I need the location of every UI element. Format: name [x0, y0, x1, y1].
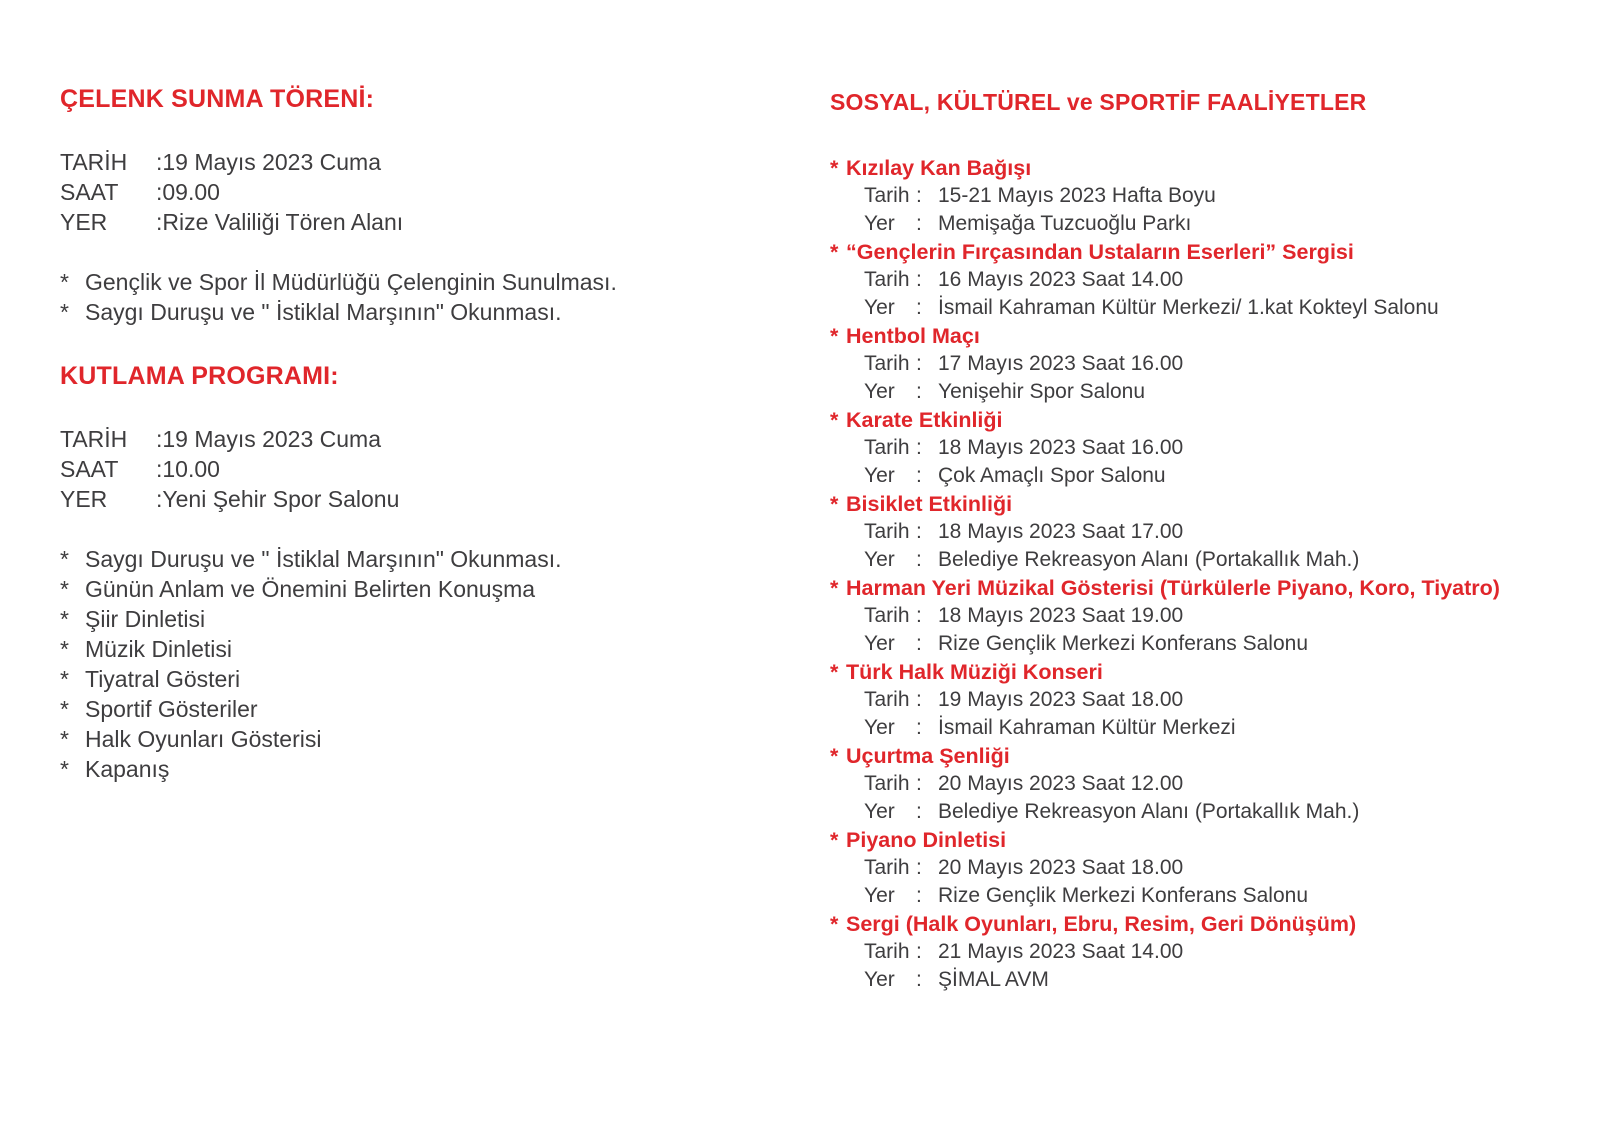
asterisk-bullet: * [60, 269, 69, 295]
asterisk-bullet: * [830, 744, 839, 768]
list-item-text: Tiyatral Gösteri [85, 666, 241, 692]
event-item [830, 826, 1590, 910]
venue-label: Yer [864, 464, 895, 487]
colon-separator: : [916, 772, 922, 795]
venue-label: Yer [864, 548, 895, 571]
asterisk-bullet: * [60, 299, 69, 325]
right-column [830, 88, 1590, 994]
event-date-row [830, 350, 1590, 378]
date-label: Tarih [864, 856, 910, 879]
date-label: Tarih [864, 772, 910, 795]
event-title [830, 826, 1590, 854]
asterisk-bullet: * [830, 828, 839, 852]
colon-separator: : [916, 464, 922, 487]
event-item [830, 658, 1590, 742]
asterisk-bullet: * [830, 660, 839, 684]
asterisk-bullet: * [60, 726, 69, 752]
list-item [60, 267, 700, 297]
event-date-row [830, 518, 1590, 546]
event-title-text: Hentbol Maçı [846, 324, 980, 348]
list-item-text: Halk Oyunları Gösterisi [85, 726, 322, 752]
colon-separator: : [916, 800, 922, 823]
event-item [830, 490, 1590, 574]
event-title-text: Piyano Dinletisi [846, 828, 1007, 852]
list-item [60, 544, 700, 574]
event-title [830, 406, 1590, 434]
asterisk-bullet: * [830, 576, 839, 600]
event-title-text: Uçurtma Şenliği [846, 744, 1010, 768]
field-value: :Yeni Şehir Spor Salonu [156, 486, 400, 512]
list-item [60, 664, 700, 694]
events-list [830, 154, 1590, 994]
event-title-text: Kızılay Kan Bağışı [846, 156, 1032, 180]
event-venue-row [830, 462, 1590, 490]
event-venue: Rize Gençlik Merkezi Konferans Salonu [938, 884, 1309, 907]
colon-separator: : [916, 884, 922, 907]
colon-separator: : [916, 940, 922, 963]
field-row-saat [60, 177, 700, 207]
event-venue-row [830, 210, 1590, 238]
event-title [830, 910, 1590, 938]
event-venue-row [830, 966, 1590, 994]
event-title [830, 574, 1590, 602]
colon-separator: : [916, 716, 922, 739]
event-date: 18 Mayıs 2023 Saat 19.00 [938, 604, 1184, 627]
list-item-text: Saygı Duruşu ve " İstiklal Marşının" Okunması. [85, 299, 562, 325]
venue-label: Yer [864, 212, 895, 235]
list-item-text: Gençlik ve Spor İl Müdürlüğü Çelenginin Sunulması. [85, 269, 617, 295]
event-item [830, 742, 1590, 826]
list-item [60, 754, 700, 784]
field-label: TARİH [60, 149, 128, 175]
venue-label: Yer [864, 380, 895, 403]
colon-separator: : [916, 380, 922, 403]
event-date: 20 Mayıs 2023 Saat 12.00 [938, 772, 1184, 795]
event-item [830, 154, 1590, 238]
list-item [60, 297, 700, 327]
event-date: 16 Mayıs 2023 Saat 14.00 [938, 268, 1184, 291]
colon-separator: : [916, 856, 922, 879]
colon-separator: : [916, 548, 922, 571]
list-item-text: Şiir Dinletisi [85, 606, 206, 632]
event-title [830, 490, 1590, 518]
date-label: Tarih [864, 688, 910, 711]
venue-label: Yer [864, 884, 895, 907]
asterisk-bullet: * [60, 546, 69, 572]
venue-label: Yer [864, 632, 895, 655]
field-label: SAAT [60, 456, 119, 482]
list-item [60, 604, 700, 634]
event-venue-row [830, 714, 1590, 742]
event-venue: ŞİMAL AVM [938, 968, 1049, 991]
asterisk-bullet: * [830, 324, 839, 348]
event-date: 21 Mayıs 2023 Saat 14.00 [938, 940, 1184, 963]
date-label: Tarih [864, 604, 910, 627]
event-date-row [830, 182, 1590, 210]
date-label: Tarih [864, 268, 910, 291]
celenk-sunma-section [60, 84, 700, 327]
list-item-text: Saygı Duruşu ve " İstiklal Marşının" Okunması. [85, 546, 562, 572]
field-label: SAAT [60, 179, 119, 205]
event-title-text: Bisiklet Etkinliği [846, 492, 1013, 516]
event-date: 17 Mayıs 2023 Saat 16.00 [938, 352, 1184, 375]
section-title-celenk: ÇELENK SUNMA TÖRENİ: [60, 85, 375, 113]
colon-separator: : [916, 184, 922, 207]
field-row-yer [60, 207, 700, 237]
event-venue-row [830, 294, 1590, 322]
field-row-yer [60, 484, 700, 514]
field-value: :10.00 [156, 456, 220, 482]
event-title-text: Harman Yeri Müzikal Gösterisi (Türkülerle Piyano, Koro, Tiyatro) [846, 576, 1500, 600]
field-value: :19 Mayıs 2023 Cuma [156, 426, 382, 452]
event-venue: Belediye Rekreasyon Alanı (Portakallık Mah.) [938, 800, 1360, 823]
event-item [830, 406, 1590, 490]
asterisk-bullet: * [60, 696, 69, 722]
event-venue-row [830, 798, 1590, 826]
field-row-saat [60, 454, 700, 484]
event-venue: Yenişehir Spor Salonu [938, 380, 1146, 403]
asterisk-bullet: * [60, 576, 69, 602]
event-title [830, 154, 1590, 182]
field-label: YER [60, 209, 108, 235]
event-venue-row [830, 630, 1590, 658]
asterisk-bullet: * [60, 606, 69, 632]
event-title [830, 658, 1590, 686]
venue-label: Yer [864, 968, 895, 991]
asterisk-bullet: * [830, 492, 839, 516]
asterisk-bullet: * [830, 912, 839, 936]
list-item [60, 694, 700, 724]
celenk-details [60, 147, 700, 237]
event-venue: Rize Gençlik Merkezi Konferans Salonu [938, 632, 1309, 655]
asterisk-bullet: * [60, 756, 69, 782]
colon-separator: : [916, 968, 922, 991]
kutlama-bullet-list [60, 544, 700, 784]
event-date: 15-21 Mayıs 2023 Hafta Boyu [938, 184, 1216, 207]
colon-separator: : [916, 436, 922, 459]
colon-separator: : [916, 212, 922, 235]
event-title-text: “Gençlerin Fırçasından Ustaların Eserleri” Sergisi [846, 240, 1354, 264]
event-venue: Belediye Rekreasyon Alanı (Portakallık Mah.) [938, 548, 1360, 571]
event-venue-row [830, 546, 1590, 574]
event-date-row [830, 266, 1590, 294]
list-item-text: Sportif Gösteriler [85, 696, 258, 722]
field-label: YER [60, 486, 108, 512]
list-item-text: Müzik Dinletisi [85, 636, 232, 662]
kutlama-details [60, 424, 700, 514]
event-date-row [830, 686, 1590, 714]
list-item-text: Günün Anlam ve Önemini Belirten Konuşma [85, 576, 536, 602]
colon-separator: : [916, 296, 922, 319]
list-item-text: Kapanış [85, 756, 170, 782]
event-venue: İsmail Kahraman Kültür Merkezi/ 1.kat Kokteyl Salonu [938, 296, 1439, 319]
event-venue: İsmail Kahraman Kültür Merkezi [938, 716, 1236, 739]
event-item [830, 574, 1590, 658]
field-value: :Rize Valiliği Tören Alanı [156, 209, 404, 235]
colon-separator: : [916, 604, 922, 627]
field-value: :19 Mayıs 2023 Cuma [156, 149, 382, 175]
asterisk-bullet: * [60, 636, 69, 662]
event-item [830, 238, 1590, 322]
event-venue: Çok Amaçlı Spor Salonu [938, 464, 1166, 487]
event-title-text: Karate Etkinliği [846, 408, 1003, 432]
event-title [830, 322, 1590, 350]
event-date-row [830, 854, 1590, 882]
event-date: 18 Mayıs 2023 Saat 16.00 [938, 436, 1184, 459]
list-item [60, 574, 700, 604]
activities-title: SOSYAL, KÜLTÜREL ve SPORTİF FAALİYETLER [830, 89, 1367, 115]
list-item [60, 724, 700, 754]
left-column [60, 84, 700, 784]
event-date: 20 Mayıs 2023 Saat 18.00 [938, 856, 1184, 879]
colon-separator: : [916, 520, 922, 543]
event-date: 18 Mayıs 2023 Saat 17.00 [938, 520, 1184, 543]
date-label: Tarih [864, 436, 910, 459]
event-date-row [830, 602, 1590, 630]
event-item [830, 910, 1590, 994]
celenk-bullet-list [60, 267, 700, 327]
date-label: Tarih [864, 940, 910, 963]
colon-separator: : [916, 268, 922, 291]
list-item [60, 634, 700, 664]
event-title-text: Türk Halk Müziği Konseri [846, 660, 1103, 684]
event-venue-row [830, 378, 1590, 406]
date-label: Tarih [864, 352, 910, 375]
venue-label: Yer [864, 716, 895, 739]
asterisk-bullet: * [830, 408, 839, 432]
event-date-row [830, 938, 1590, 966]
asterisk-bullet: * [830, 156, 839, 180]
date-label: Tarih [864, 184, 910, 207]
colon-separator: : [916, 352, 922, 375]
venue-label: Yer [864, 296, 895, 319]
asterisk-bullet: * [60, 666, 69, 692]
asterisk-bullet: * [830, 240, 839, 264]
field-value: :09.00 [156, 179, 220, 205]
date-label: Tarih [864, 520, 910, 543]
event-title [830, 238, 1590, 266]
event-date-row [830, 434, 1590, 462]
event-title-text: Sergi (Halk Oyunları, Ebru, Resim, Geri Dönüşüm) [846, 912, 1357, 936]
field-row-tarih [60, 424, 700, 454]
event-venue-row [830, 882, 1590, 910]
event-item [830, 322, 1590, 406]
event-date-row [830, 770, 1590, 798]
field-label: TARİH [60, 426, 128, 452]
field-row-tarih [60, 147, 700, 177]
event-venue: Memişağa Tuzcuoğlu Parkı [938, 212, 1192, 235]
venue-label: Yer [864, 800, 895, 823]
event-title [830, 742, 1590, 770]
kutlama-programi-section [60, 361, 700, 784]
colon-separator: : [916, 632, 922, 655]
colon-separator: : [916, 688, 922, 711]
section-title-kutlama: KUTLAMA PROGRAMI: [60, 362, 339, 390]
event-date: 19 Mayıs 2023 Saat 18.00 [938, 688, 1184, 711]
